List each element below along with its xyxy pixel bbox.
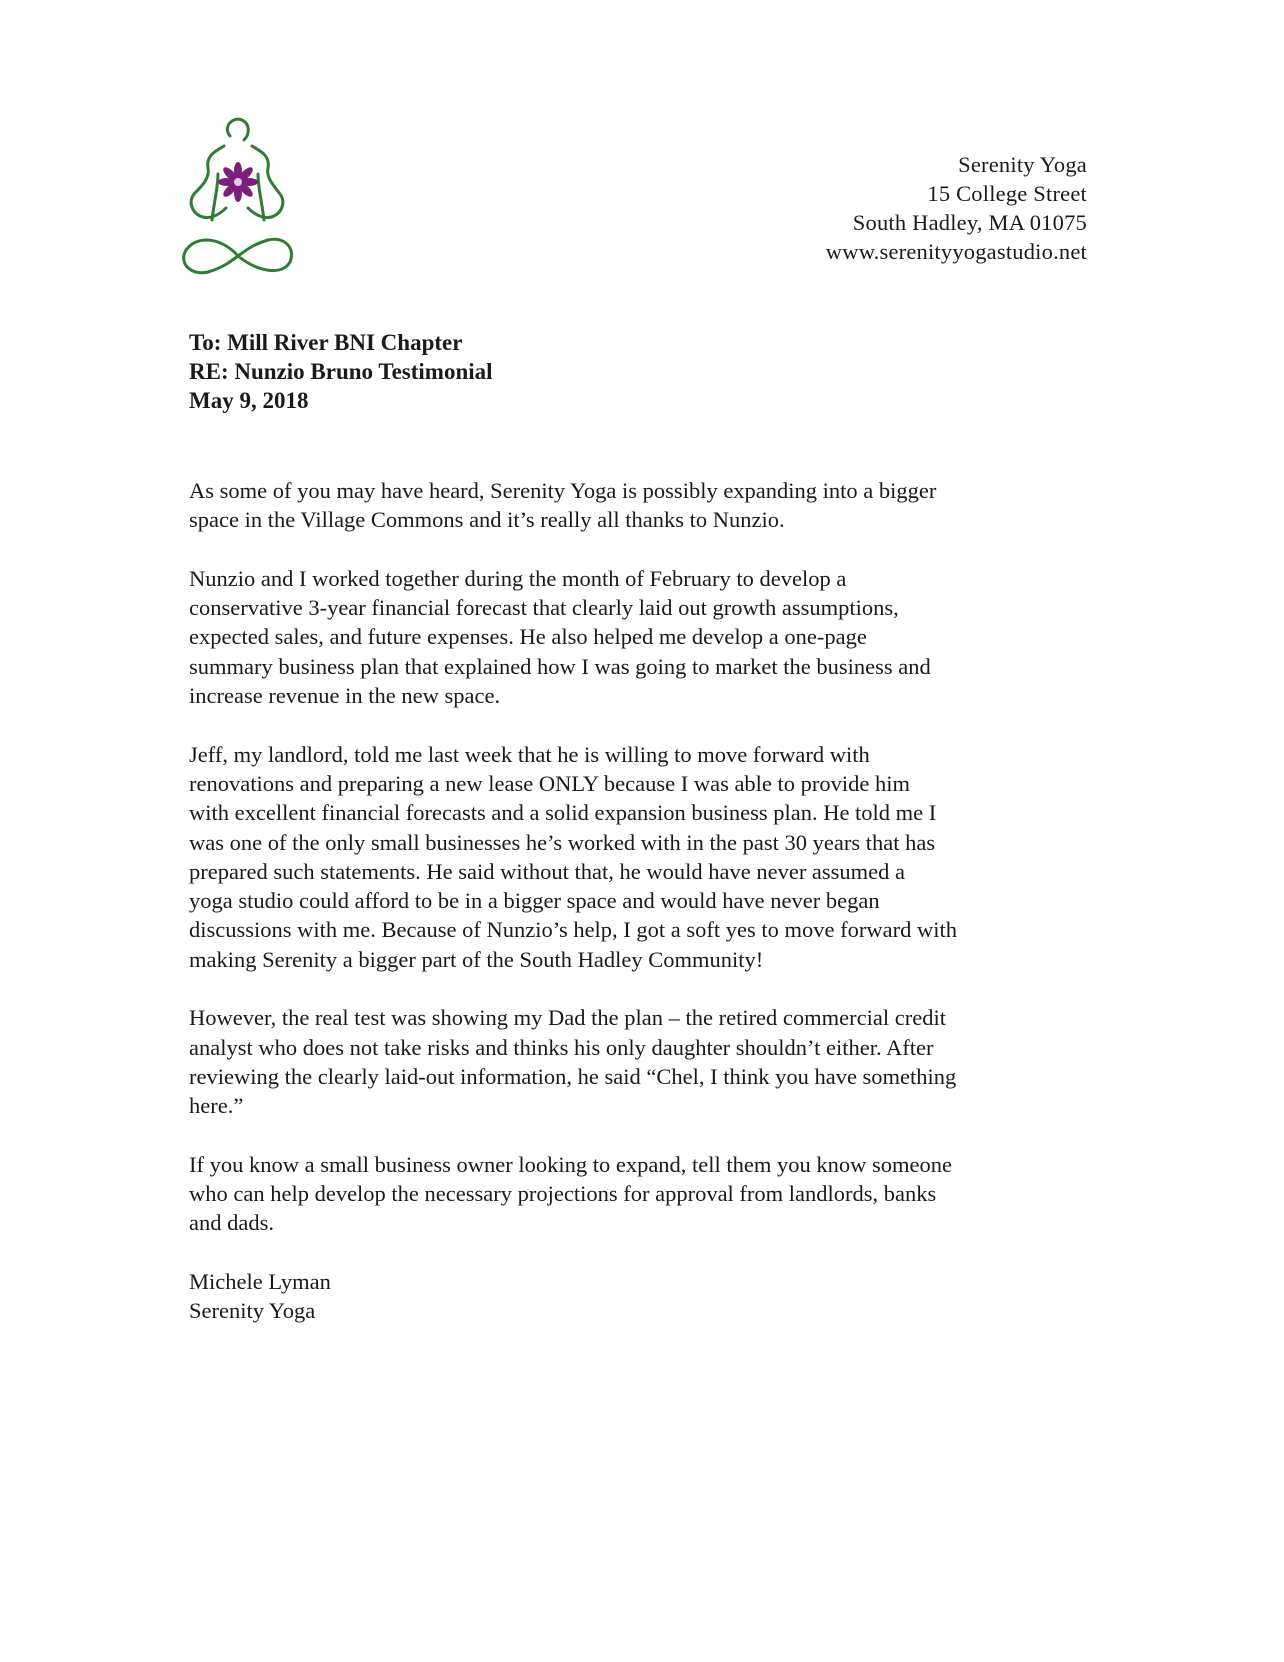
text-line: conservative 3-year financial forecast that clearly laid out growth assumptions, — [189, 595, 899, 621]
paragraph-1 — [189, 476, 1099, 535]
memo-header — [189, 328, 493, 415]
paragraph-5 — [189, 1150, 1099, 1238]
sender-address — [826, 150, 1087, 266]
memo-re: RE: Nunzio Bruno Testimonial — [189, 359, 493, 384]
letter-body — [189, 476, 1099, 1355]
text-line: making Serenity a bigger part of the South Hadley Community! — [189, 946, 764, 972]
text-line: reviewing the clearly laid-out information, he said “Chel, I think you have something — [189, 1063, 957, 1089]
text-line: As some of you may have heard, Serenity Yoga is possibly expanding into a bigger — [189, 478, 937, 503]
text-line: with excellent financial forecasts and a solid expansion business plan. He told me I — [189, 800, 937, 826]
paragraph-3 — [189, 740, 1099, 974]
sender-city-state-zip: South Hadley, MA 01075 — [852, 210, 1087, 235]
sender-website: www.serenityyogastudio.net — [825, 239, 1087, 264]
signature-company: Serenity Yoga — [189, 1298, 316, 1324]
sender-street: 15 College Street — [927, 181, 1087, 206]
text-line: and dads. — [189, 1210, 274, 1236]
memo-to: To: Mill River BNI Chapter — [189, 330, 463, 355]
text-line: discussions with me. Because of Nunzio’s help, I got a soft yes to move forward with — [189, 917, 957, 943]
paragraph-2 — [189, 564, 1099, 710]
paragraph-4 — [189, 1003, 1099, 1120]
text-line: analyst who does not take risks and thinks his only daughter shouldn’t either. After — [189, 1034, 934, 1060]
text-line: increase revenue in the new space. — [189, 683, 501, 709]
text-line: was one of the only small businesses he’s worked with in the past 30 years that has — [189, 829, 936, 855]
text-line: who can help develop the necessary projections for approval from landlords, banks — [189, 1181, 937, 1207]
text-line: expected sales, and future expenses. He also helped me develop a one-page — [189, 624, 867, 650]
sender-name: Serenity Yoga — [958, 152, 1087, 177]
text-line: prepared such statements. He said without that, he would have never assumed a — [189, 858, 906, 884]
text-line: here.” — [189, 1093, 244, 1119]
text-line: yoga studio could afford to be in a bigger space and would have never began — [189, 888, 880, 914]
text-line: Nunzio and I worked together during the month of February to develop a — [189, 565, 847, 591]
memo-date: May 9, 2018 — [189, 388, 309, 413]
text-line: summary business plan that explained how I was going to market the business and — [189, 653, 931, 679]
text-line: renovations and preparing a new lease ONLY because I was able to provide him — [189, 770, 911, 796]
text-line: However, the real test was showing my Dad the plan – the retired commercial credit — [189, 1005, 946, 1031]
text-line: Jeff, my landlord, told me last week that he is willing to move forward with — [189, 741, 870, 767]
text-line: space in the Village Commons and it’s really all thanks to Nunzio. — [189, 507, 785, 533]
signature-name: Michele Lyman — [189, 1269, 331, 1295]
yoga-logo-icon — [178, 116, 298, 286]
text-line: If you know a small business owner looking to expand, tell them you know someone — [189, 1151, 953, 1177]
signature-block — [189, 1267, 1099, 1326]
